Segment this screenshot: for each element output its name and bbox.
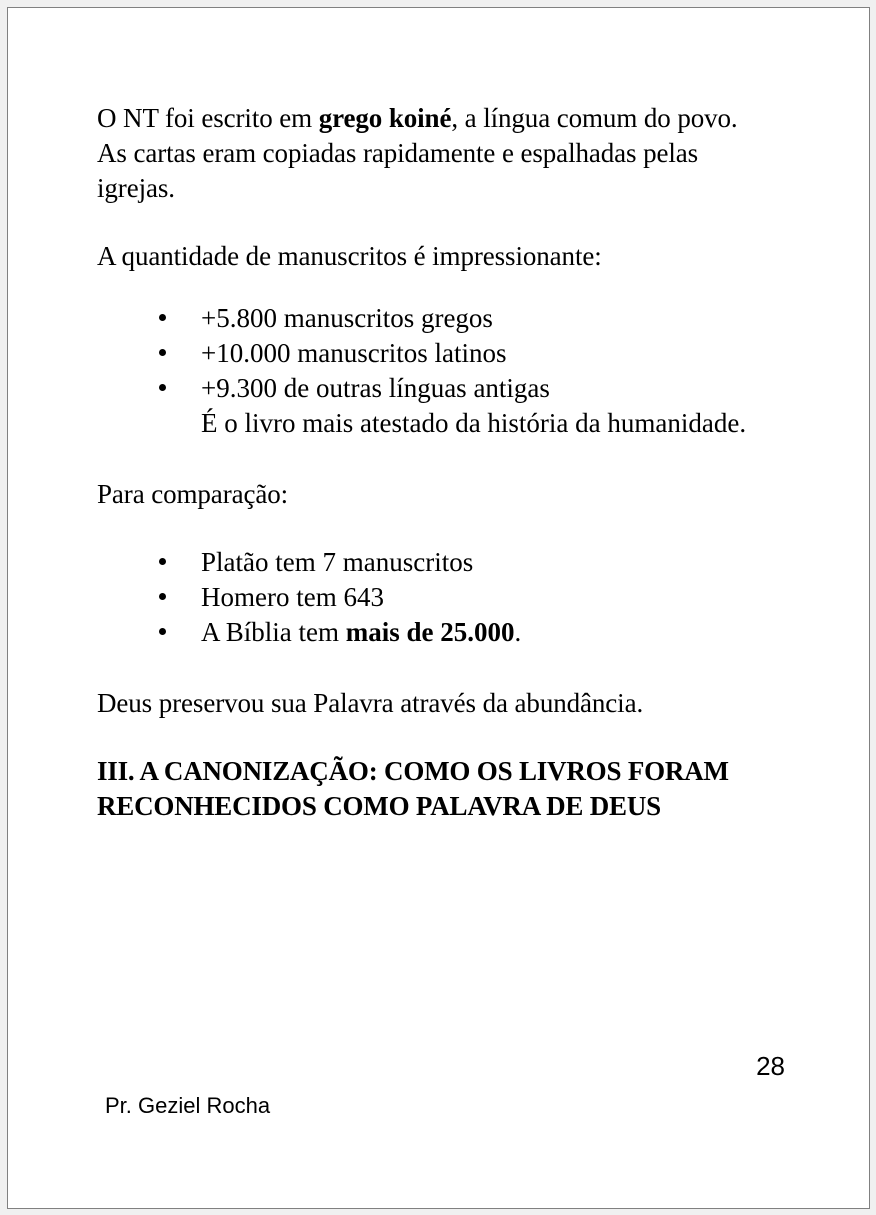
list-item-label: Platão tem 7 manuscritos [201,547,474,577]
spacer-3 [97,441,767,477]
list-item [97,336,767,371]
comparison-list [97,545,767,650]
list-item [97,580,767,615]
spacer-1 [97,206,767,239]
bullet-dot-icon [159,593,166,600]
list-item-label: Homero tem 643 [201,582,384,612]
list-item-continuation: É o livro mais atestado da história da humanidade. [201,408,747,438]
intro-paragraph [97,101,767,136]
list-item-bold-value: mais de 25.000 [345,617,515,647]
list-item [97,615,767,650]
section-heading: III. A CANONIZAÇÃO: COMO OS LIVROS FORAM RECONHECIDOS COMO PALAVRA DE DEUS [97,756,729,821]
list-item-label: +9.300 de outras línguas antigas [201,373,550,403]
manuscripts-list [97,301,767,441]
spacer-5 [97,650,767,686]
bullet-dot-icon [159,558,166,565]
manuscripts-lead-line: A quantidade de manuscritos é impressionante: [97,241,602,271]
document-page [7,7,870,1209]
closing-statement: Deus preservou sua Palavra através da abundância. [97,688,644,718]
footer-author: Pr. Geziel Rocha [105,1093,271,1118]
spacer-2 [97,274,767,301]
spacer-4 [97,512,767,545]
intro-text-before-bold: O NT foi escrito em [97,103,319,133]
bullet-dot-icon [159,384,166,391]
list-item-label: A Bíblia tem [201,617,346,647]
list-item [97,371,767,441]
page-number: 28 [756,1051,785,1081]
list-item [97,301,767,336]
comparison-lead-line: Para comparação: [97,479,289,509]
bold-term-grego-koine: grego koiné [318,103,452,133]
document-body [97,101,767,824]
bullet-dot-icon [159,628,166,635]
bullet-dot-icon [159,349,166,356]
list-item [97,545,767,580]
letters-paragraph: As cartas eram copiadas rapidamente e espalhadas pelas igrejas. [97,138,699,203]
list-item-label: +5.800 manuscritos gregos [201,303,493,333]
list-item-label-suffix: . [514,617,522,647]
intro-text-after-bold: , a língua comum do povo. [451,103,738,133]
bullet-dot-icon [159,314,166,321]
list-item-label: +10.000 manuscritos latinos [201,338,507,368]
spacer-6 [97,721,767,754]
